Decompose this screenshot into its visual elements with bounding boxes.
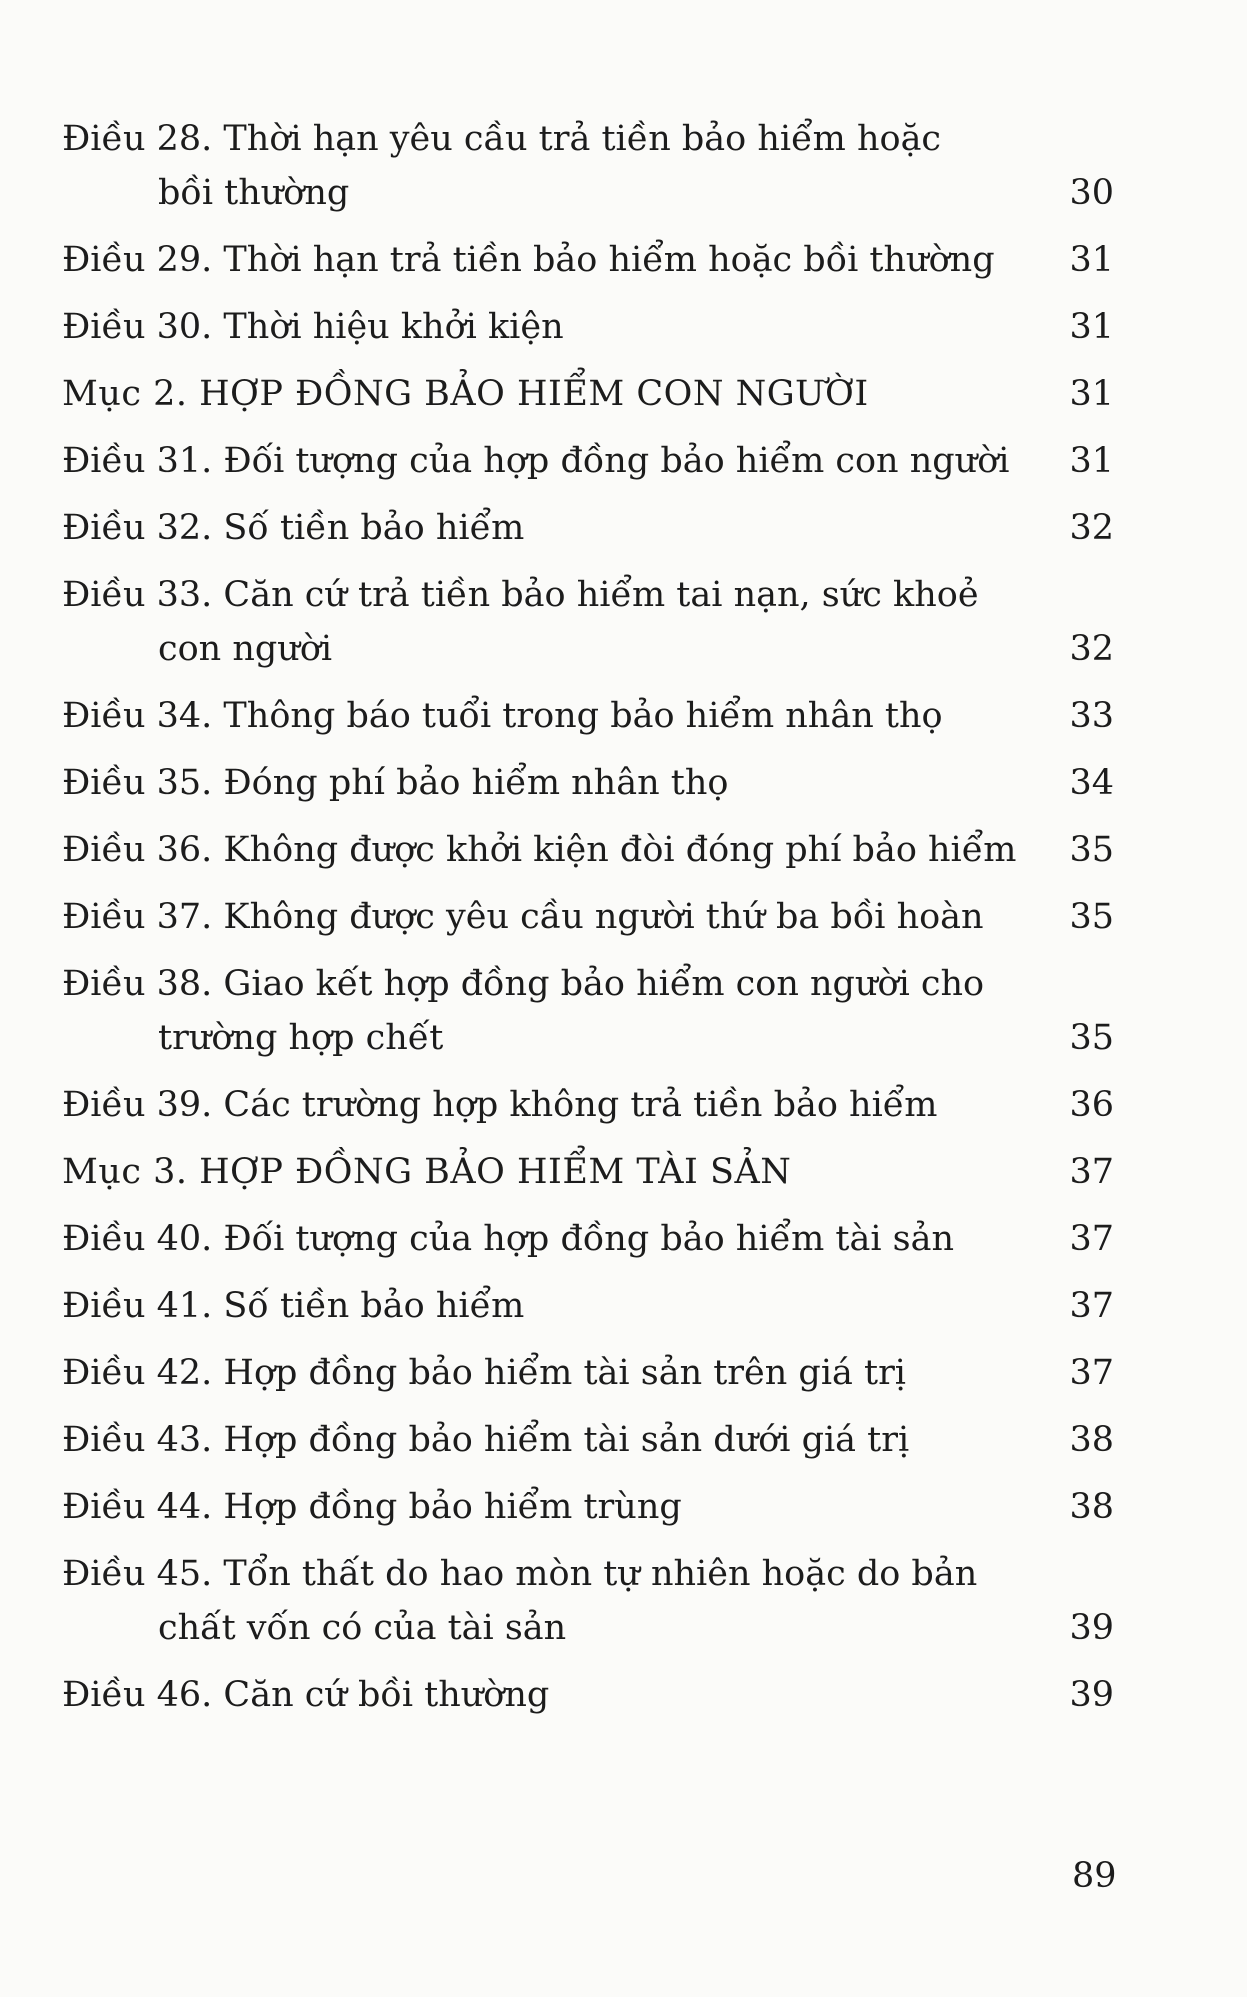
toc-entry-page: 39 — [1069, 1608, 1114, 1648]
toc-section-heading — [62, 367, 1114, 421]
toc-entry-page: 39 — [1069, 1675, 1114, 1715]
toc-entry-page: 36 — [1069, 1085, 1114, 1125]
toc-entry-title — [62, 300, 1044, 354]
toc-entry-title — [62, 1279, 1044, 1333]
toc-entry-page: 32 — [1069, 629, 1114, 669]
toc-entry-page: 31 — [1069, 240, 1114, 280]
toc-entry — [62, 1547, 1114, 1655]
toc-entry — [62, 1413, 1114, 1467]
toc-entry-title — [62, 823, 1044, 877]
toc-entry-title — [62, 689, 1044, 743]
toc-entry-page: 31 — [1069, 374, 1114, 414]
toc-entry-title — [62, 112, 1044, 220]
page-number: 89 — [1072, 1856, 1117, 1896]
toc-entry-title — [62, 568, 1044, 676]
toc-entry-continuation: chất vốn có của tài sản — [158, 1608, 567, 1648]
toc-entry-page: 34 — [1069, 763, 1114, 803]
toc-entry — [62, 1480, 1114, 1534]
toc-entry — [62, 1346, 1114, 1400]
toc-entry — [62, 1668, 1114, 1722]
toc-entry-line: Điều 41. Số tiền bảo hiểm — [62, 1286, 525, 1326]
toc-entry-title — [62, 1413, 1044, 1467]
table-of-contents — [62, 112, 1114, 1735]
toc-entry-page: 38 — [1069, 1487, 1114, 1527]
toc-entry-title — [62, 957, 1044, 1065]
toc-entry-line: Điều 34. Thông báo tuổi trong bảo hiểm nhân thọ — [62, 696, 943, 736]
toc-entry-page: 38 — [1069, 1420, 1114, 1460]
toc-entry-title — [62, 756, 1044, 810]
toc-entry-title — [62, 1480, 1044, 1534]
toc-entry-line: Điều 37. Không được yêu cầu người thứ ba bồi hoàn — [62, 897, 984, 937]
toc-entry-title — [62, 1547, 1044, 1655]
toc-entry-line: Điều 45. Tổn thất do hao mòn tự nhiên hoặc do bản — [62, 1554, 978, 1594]
toc-entry-line: Điều 33. Căn cứ trả tiền bảo hiểm tai nạn, sức khoẻ — [62, 575, 979, 615]
toc-entry-page: 35 — [1069, 1018, 1114, 1058]
toc-entry-line: Điều 29. Thời hạn trả tiền bảo hiểm hoặc bồi thường — [62, 240, 995, 280]
toc-entry — [62, 756, 1114, 810]
toc-entry — [62, 434, 1114, 488]
toc-entry-title — [62, 890, 1044, 944]
toc-entry-continuation: con người — [158, 629, 333, 669]
toc-entry-page: 37 — [1069, 1152, 1114, 1192]
toc-entry-continuation: bồi thường — [158, 173, 350, 213]
toc-entry-continuation: trường hợp chết — [158, 1018, 444, 1058]
toc-entry-title — [62, 1145, 1044, 1199]
toc-entry-title — [62, 501, 1044, 555]
toc-entry-page: 30 — [1069, 173, 1114, 213]
toc-entry-line: Điều 43. Hợp đồng bảo hiểm tài sản dưới giá trị — [62, 1420, 910, 1460]
toc-entry — [62, 1212, 1114, 1266]
toc-entry-line: Điều 39. Các trường hợp không trả tiền bảo hiểm — [62, 1085, 938, 1125]
toc-entry — [62, 233, 1114, 287]
toc-entry-page: 37 — [1069, 1219, 1114, 1259]
toc-entry — [62, 823, 1114, 877]
toc-entry-page: 37 — [1069, 1353, 1114, 1393]
toc-entry-title — [62, 1212, 1044, 1266]
toc-entry-line: Điều 31. Đối tượng của hợp đồng bảo hiểm con người — [62, 441, 1010, 481]
toc-entry-line: Điều 44. Hợp đồng bảo hiểm trùng — [62, 1487, 682, 1527]
toc-section-heading — [62, 1145, 1114, 1199]
toc-entry-line: Điều 35. Đóng phí bảo hiểm nhân thọ — [62, 763, 729, 803]
toc-entry-title — [62, 1668, 1044, 1722]
toc-entry-page: 37 — [1069, 1286, 1114, 1326]
toc-entry-title — [62, 434, 1044, 488]
toc-entry-title — [62, 1078, 1044, 1132]
toc-entry-page: 35 — [1069, 897, 1114, 937]
toc-entry-page: 31 — [1069, 441, 1114, 481]
toc-entry — [62, 957, 1114, 1065]
toc-entry-page: 32 — [1069, 508, 1114, 548]
toc-entry-line: Điều 30. Thời hiệu khởi kiện — [62, 307, 564, 347]
toc-entry — [62, 568, 1114, 676]
toc-entry-page: 33 — [1069, 696, 1114, 736]
toc-entry-line: Điều 36. Không được khởi kiện đòi đóng phí bảo hiểm — [62, 830, 1017, 870]
toc-entry — [62, 501, 1114, 555]
toc-entry-line: Mục 3. HỢP ĐỒNG BẢO HIỂM TÀI SẢN — [62, 1152, 792, 1192]
toc-entry-title — [62, 1346, 1044, 1400]
toc-entry-line: Điều 32. Số tiền bảo hiểm — [62, 508, 525, 548]
toc-entry — [62, 890, 1114, 944]
toc-entry-page: 31 — [1069, 307, 1114, 347]
toc-entry — [62, 112, 1114, 220]
toc-entry — [62, 300, 1114, 354]
toc-entry-line: Điều 40. Đối tượng của hợp đồng bảo hiểm tài sản — [62, 1219, 955, 1259]
toc-entry — [62, 689, 1114, 743]
toc-entry-line: Điều 38. Giao kết hợp đồng bảo hiểm con người cho — [62, 964, 985, 1004]
toc-entry — [62, 1078, 1114, 1132]
toc-entry-title — [62, 233, 1044, 287]
toc-entry-line: Điều 42. Hợp đồng bảo hiểm tài sản trên giá trị — [62, 1353, 906, 1393]
toc-entry-line: Điều 46. Căn cứ bồi thường — [62, 1675, 550, 1715]
toc-entry-page: 35 — [1069, 830, 1114, 870]
toc-entry-title — [62, 367, 1044, 421]
toc-entry — [62, 1279, 1114, 1333]
toc-entry-line: Điều 28. Thời hạn yêu cầu trả tiền bảo hiểm hoặc — [62, 119, 942, 159]
toc-entry-line: Mục 2. HỢP ĐỒNG BẢO HIỂM CON NGƯỜI — [62, 374, 869, 414]
